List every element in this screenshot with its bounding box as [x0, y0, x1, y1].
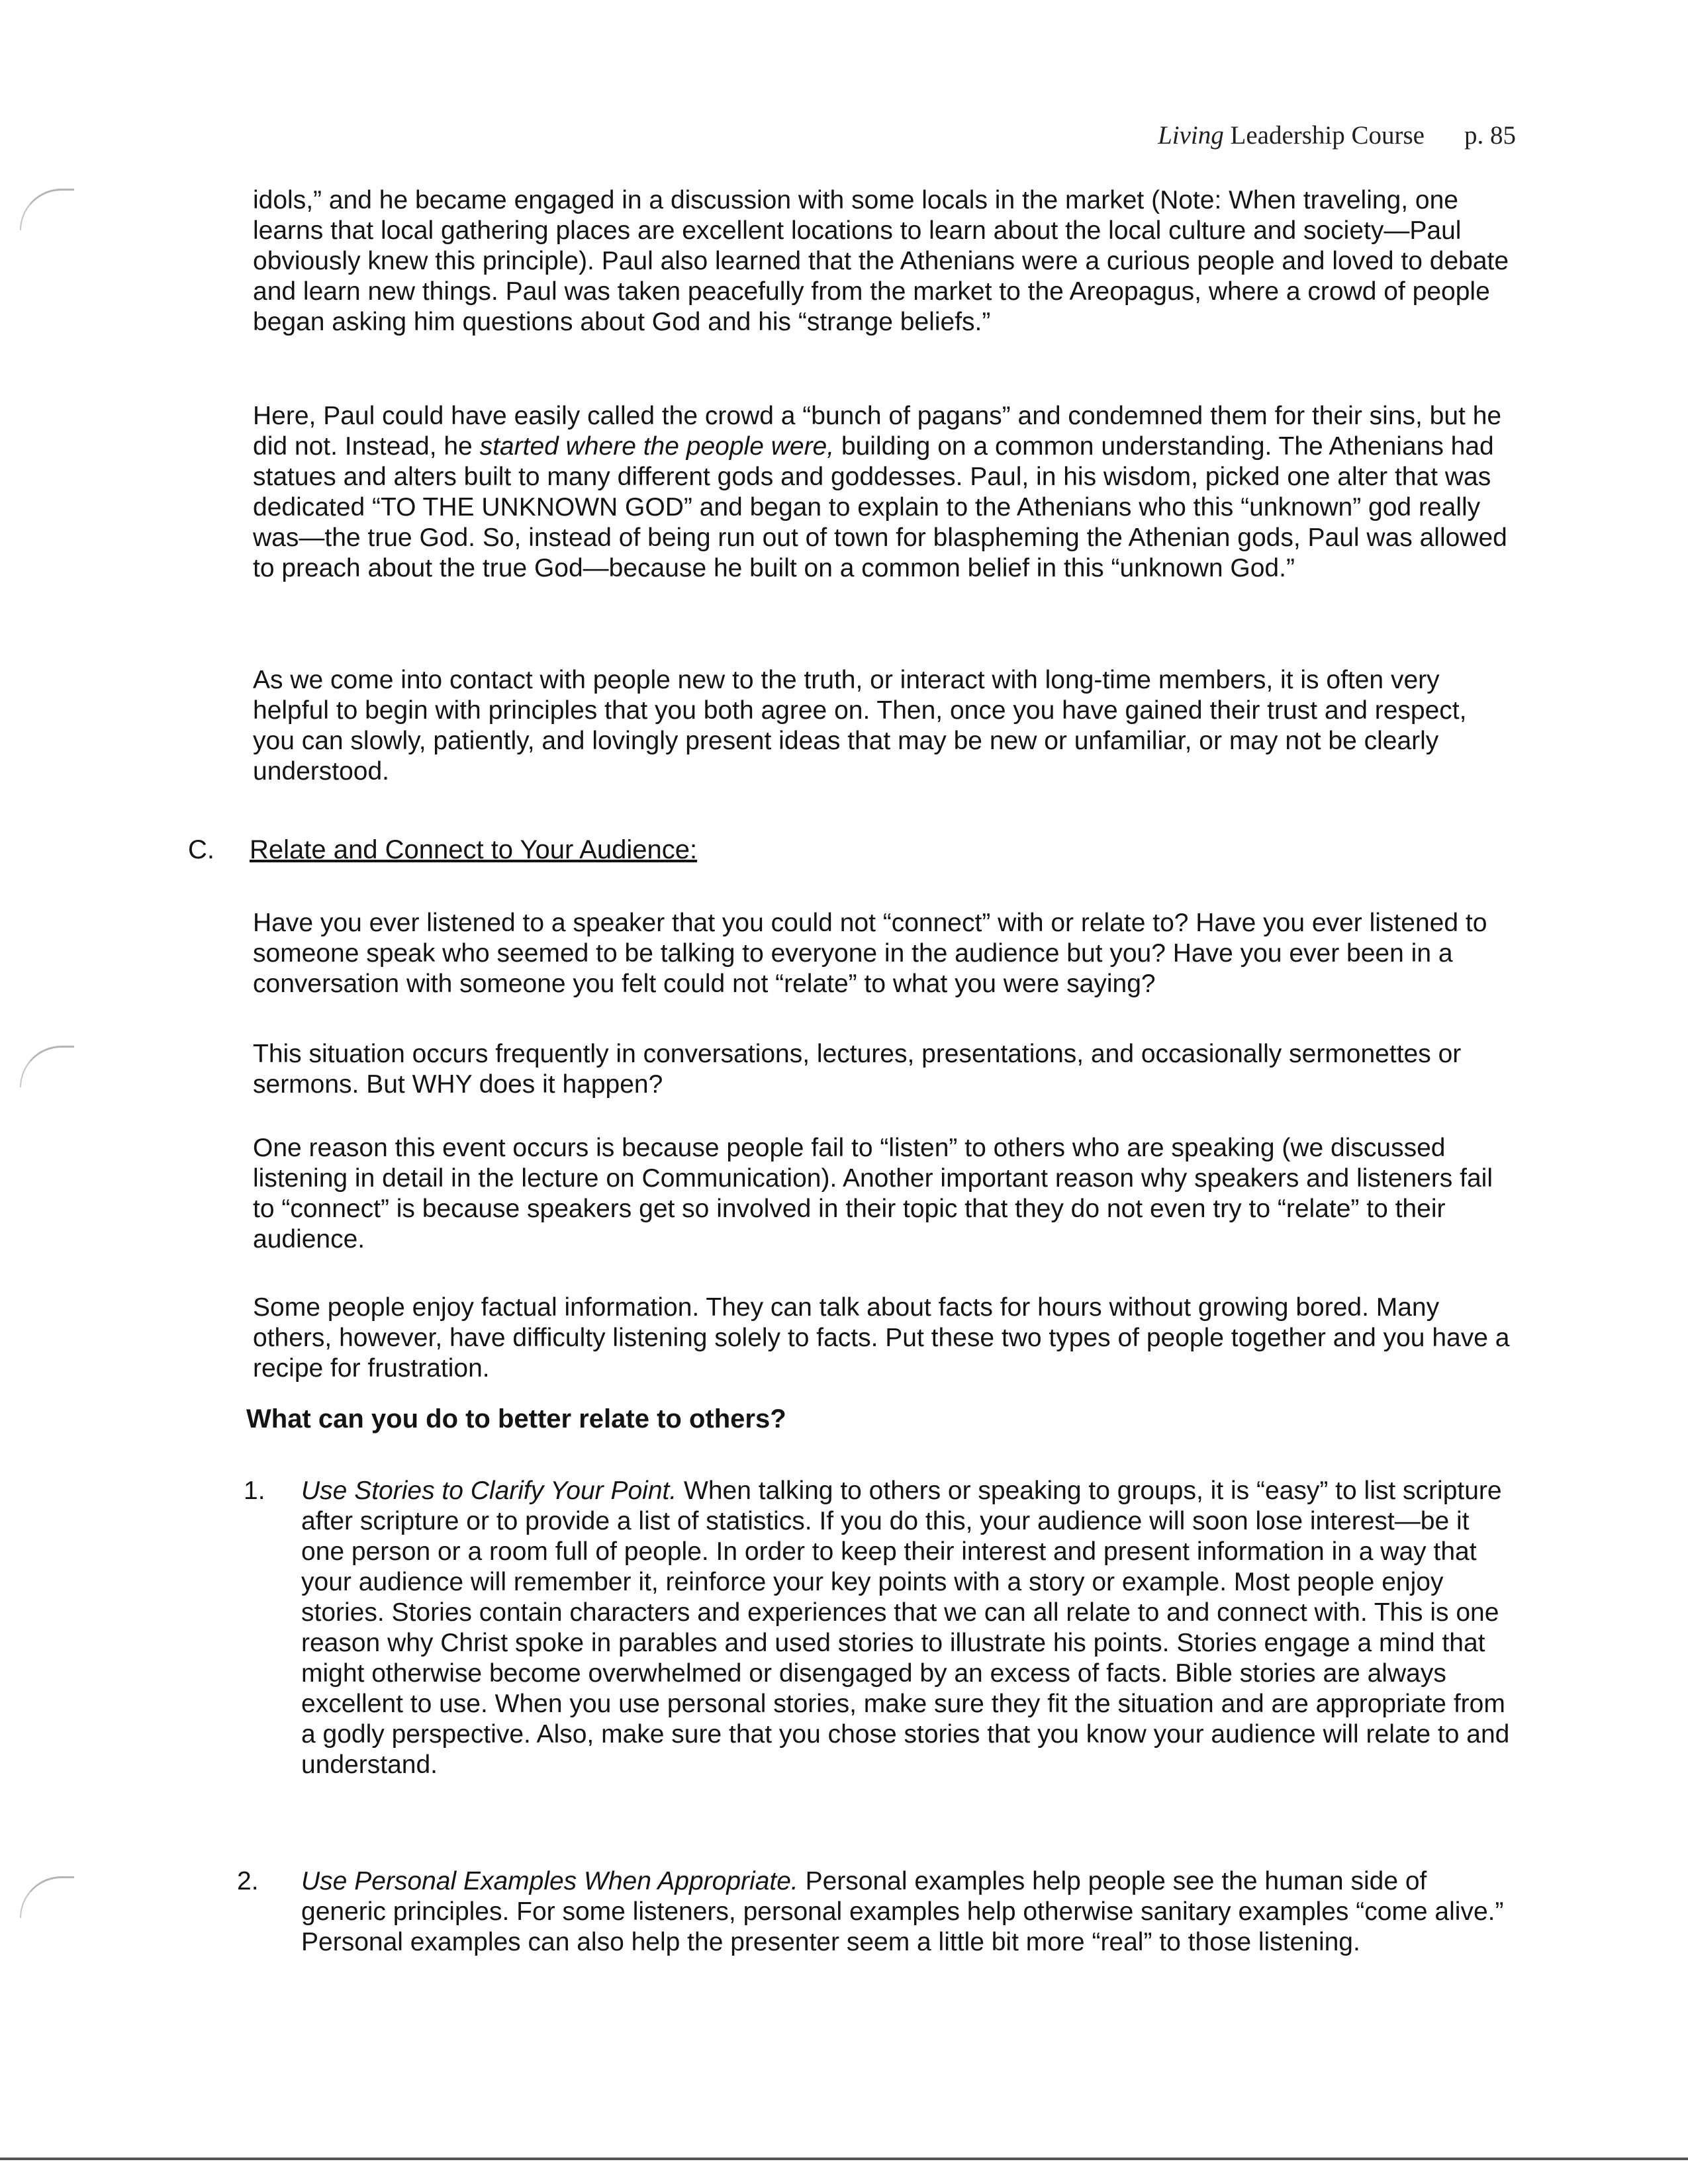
text-run: Here, Paul could have easily called the crowd a “bunch of pagans” and condemned them for their sins, but he did not. Instead, he — [253, 402, 1502, 461]
running-header — [1158, 120, 1516, 150]
text-run: building on a common understanding. The Athenians had statues and alters built to many different gods and goddesses. Paul, in his wisdom, picked one alter that was dedicated “TO THE UNKNOWN GOD” and began to explain to the Athenians who this “unknown” god really was—the true God. So, instead of being run out of town for blaspheming the Athenian gods, Paul was allowed to preach about the true God—because he built on a common belief in this “unknown God.” — [253, 432, 1507, 582]
paragraph-unknown-god — [253, 401, 1511, 584]
paragraph-one-reason: One reason this event occurs is because people fail to “listen” to others who are speaking (we discussed listening in detail in the lecture on Communication). Another important reason why speakers and listeners fail to “connect” is because speakers get so involved in their topic that they do not even try to “relate” to their audience. — [253, 1134, 1493, 1253]
list-item-title: Use Stories to Clarify Your Point. — [301, 1477, 677, 1505]
list-item-text: When talking to others or speaking to groups, it is “easy” to list scripture after scripture or to provide a list of statistics. If you do this, your audience will soon lose interest—be it one person or a room full of people. In order to keep their interest and present information in a way that your audience will remember it, reinforce your key points with a story or example. Most people enjoy stories. Stories contain characters and experiences that we can all relate to and connect with. This is one reason why Christ spoke in parables and used stories to illustrate his points. Stories engage a mind that might otherwise become overwhelmed or disengaged by an excess of facts. Bible stories are always excellent to use. When you use personal stories, make sure they fit the situation and are appropriate from a godly perspective. Also, make sure that you chose stories that you know your audience will relate to and understand. — [301, 1477, 1510, 1779]
scan-edge-line — [0, 2158, 1688, 2160]
list-item-stories — [301, 1476, 1513, 1780]
paragraph-paul-market: idols,” and he became engaged in a discussion with some locals in the market (Note: When traveling, one learns that local gathering places are excellent locations to learn about the local culture and society—Paul obviously knew this principle). Paul also learned that the Athenians were a curious people and loved to debate and learn new things. Paul was taken peacefully from the market to the Areopagus, where a crowd of people began asking him questions about God and his “strange beliefs.” — [253, 186, 1509, 336]
course-title: Leadership Course — [1223, 121, 1425, 150]
list-number: 2. — [237, 1867, 259, 1895]
list-item-personal-examples — [301, 1866, 1513, 1958]
punch-hole-mark — [20, 1046, 74, 1087]
emphasis-text: started where the people were, — [479, 432, 835, 461]
page-number: p. 85 — [1464, 121, 1516, 150]
section-title: Relate and Connect to Your Audience: — [250, 835, 698, 864]
paragraph-common-principles: As we come into contact with people new to the truth, or interact with long-time members, it is often very helpful to begin with principles that you both agree on. Then, once you have gained their trust and respect, you can slowly, patiently, and lovingly present ideas that may be new or unfamiliar, or may not be clearly understood. — [253, 666, 1467, 786]
paragraph-connect-question: Have you ever listened to a speaker that you could not “connect” with or relate to? Have you ever listened to someone speak who seemed to be talking to everyone in the audience but you? Have you ever been in a conversation with someone you felt could not “relate” to what you were saying? — [253, 909, 1487, 998]
punch-hole-mark — [20, 189, 74, 230]
list-item-text: Personal examples help people see the human side of generic principles. For some listeners, personal examples help otherwise sanitary examples “come alive.” Personal examples can also help the presenter seem a little bit more “real” to those listening. — [301, 1867, 1504, 1956]
course-title-italic: Living — [1158, 121, 1224, 150]
paragraph-factual-info: Some people enjoy factual information. They can talk about facts for hours without growing bored. Many others, however, have difficulty listening solely to facts. Put these two types of people together and you have a recipe for frustration. — [253, 1293, 1510, 1383]
punch-hole-mark — [20, 1876, 74, 1918]
section-letter: C. — [188, 835, 214, 864]
list-number: 1. — [244, 1477, 265, 1505]
list-item-title: Use Personal Examples When Appropriate. — [301, 1867, 798, 1895]
subheading-relate: What can you do to better relate to others? — [246, 1404, 786, 1433]
paragraph-situation: This situation occurs frequently in conversations, lectures, presentations, and occasionally sermonettes or sermons. But WHY does it happen? — [253, 1040, 1462, 1099]
